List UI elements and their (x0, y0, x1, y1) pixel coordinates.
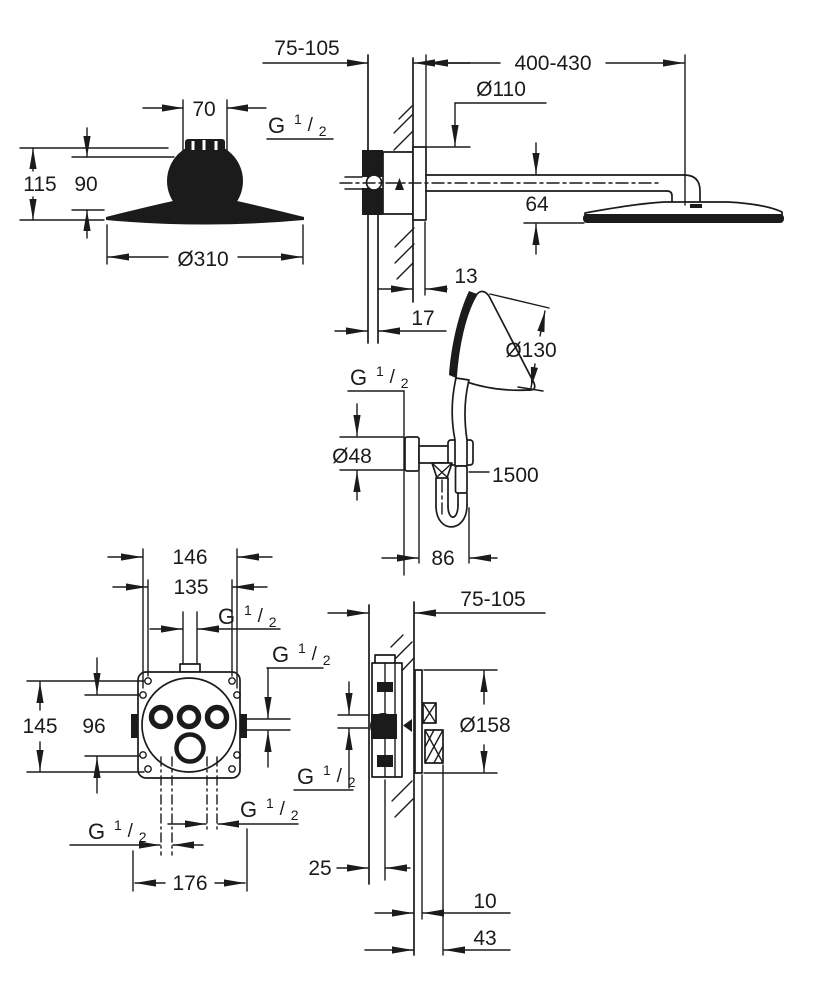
dimension-1500 (469, 464, 539, 487)
svg-text:G 1 / (297, 757, 356, 790)
dim-86-label: 86 (431, 547, 455, 570)
dim-13-label: 13 (454, 265, 478, 288)
g-numerator: 1 (297, 640, 306, 656)
dim-115-label: 115 (23, 173, 57, 196)
g-numerator: 1 (375, 363, 384, 379)
head-profile (583, 202, 784, 223)
g-denominator: 2 (318, 123, 327, 139)
thread-label-bottom-right-port (168, 790, 299, 824)
dim-17-label: 17 (411, 307, 435, 330)
dim-43-label: 43 (473, 927, 497, 950)
g-numerator: 1 (243, 602, 252, 618)
dim-310-label: Ø310 (177, 248, 229, 271)
g-slash: / (127, 821, 133, 842)
dim-135-label: 135 (173, 576, 209, 599)
dim-176-label: 176 (172, 872, 208, 895)
dim-96-label: 96 (82, 715, 106, 738)
g-prefix: G (218, 604, 236, 629)
dim-1500-label: 1500 (492, 464, 539, 487)
g-denominator: 2 (268, 614, 277, 630)
handshower-view (332, 291, 557, 575)
g-slash: / (389, 367, 395, 388)
g-denominator: 2 (347, 774, 356, 790)
dim-110-label: Ø110 (476, 78, 526, 101)
dimension-48 (332, 404, 403, 500)
g-denominator: 2 (138, 829, 147, 845)
g-prefix: G (268, 113, 286, 138)
g-numerator: 1 (322, 762, 331, 778)
dim-145-label: 145 (22, 715, 58, 738)
dim-75-105-bottom-label: 75-105 (460, 588, 526, 611)
dimension-145-96 (22, 658, 144, 793)
g-slash: / (257, 606, 263, 627)
valve-body-side (338, 655, 443, 777)
dim-146-label: 146 (172, 546, 208, 569)
g-denominator: 2 (322, 652, 331, 668)
svg-text:G 1 / (272, 635, 331, 668)
dim-70-label: 70 (192, 98, 216, 121)
g-numerator: 1 (113, 817, 122, 833)
g-slash: / (336, 766, 342, 787)
g-slash: / (311, 644, 317, 665)
dim-130-label: Ø130 (505, 339, 557, 362)
thread-label-side-port (267, 635, 331, 767)
valve-front-view (22, 546, 330, 895)
dimension-13 (378, 222, 478, 295)
g-denominator: 2 (400, 375, 409, 391)
dimension-310 (107, 225, 303, 271)
svg-text:G 1 / (88, 812, 147, 845)
thread-label-arm (267, 106, 333, 139)
showerhead-front-view (20, 98, 304, 271)
g-numerator: 1 (293, 111, 302, 127)
dimension-75-105-bottom (328, 588, 545, 613)
showerhead-silhouette (106, 139, 304, 225)
dim-48-label: Ø48 (332, 445, 372, 468)
dim-400-430-label: 400-430 (514, 52, 592, 75)
dim-158-label: Ø158 (459, 714, 511, 737)
g-slash: / (307, 115, 313, 136)
svg-text:G 1 / (240, 790, 299, 823)
dimension-135 (113, 576, 267, 676)
g-denominator: 2 (290, 807, 299, 823)
dim-90-label: 90 (74, 173, 98, 196)
dimension-400-430 (426, 52, 685, 205)
dimension-110 (427, 78, 546, 147)
dimension-17 (335, 307, 446, 331)
thread-label-bottom-left-port (70, 812, 203, 845)
svg-text:G 1 / (218, 597, 277, 630)
thread-label-top (150, 597, 280, 630)
handshower-body (449, 291, 535, 493)
dimension-64 (524, 143, 584, 254)
valve-side-view (294, 588, 545, 955)
dimension-25 (308, 780, 410, 880)
g-numerator: 1 (265, 795, 274, 811)
thread-label-supply (294, 682, 356, 790)
rough-in-box (131, 612, 290, 855)
g-prefix: G (272, 642, 290, 667)
dim-75-105-top-label: 75-105 (274, 37, 340, 60)
g-prefix: G (88, 819, 106, 844)
thread-label-holder (348, 358, 409, 391)
g-prefix: G (350, 365, 368, 390)
dimension-43 (365, 765, 510, 955)
showerhead-side-view (263, 37, 784, 343)
control-knobs (423, 703, 443, 763)
svg-text:G 1 / (350, 358, 409, 391)
dim-10-label: 10 (473, 890, 497, 913)
svg-text:G 1 / (268, 106, 327, 139)
dim-25-label: 25 (308, 857, 332, 880)
dim-64-label: 64 (525, 193, 549, 216)
g-prefix: G (297, 764, 315, 789)
g-slash: / (279, 799, 285, 820)
dimension-176 (133, 829, 247, 895)
dimension-75-105-top (263, 37, 470, 63)
g-prefix: G (240, 797, 258, 822)
